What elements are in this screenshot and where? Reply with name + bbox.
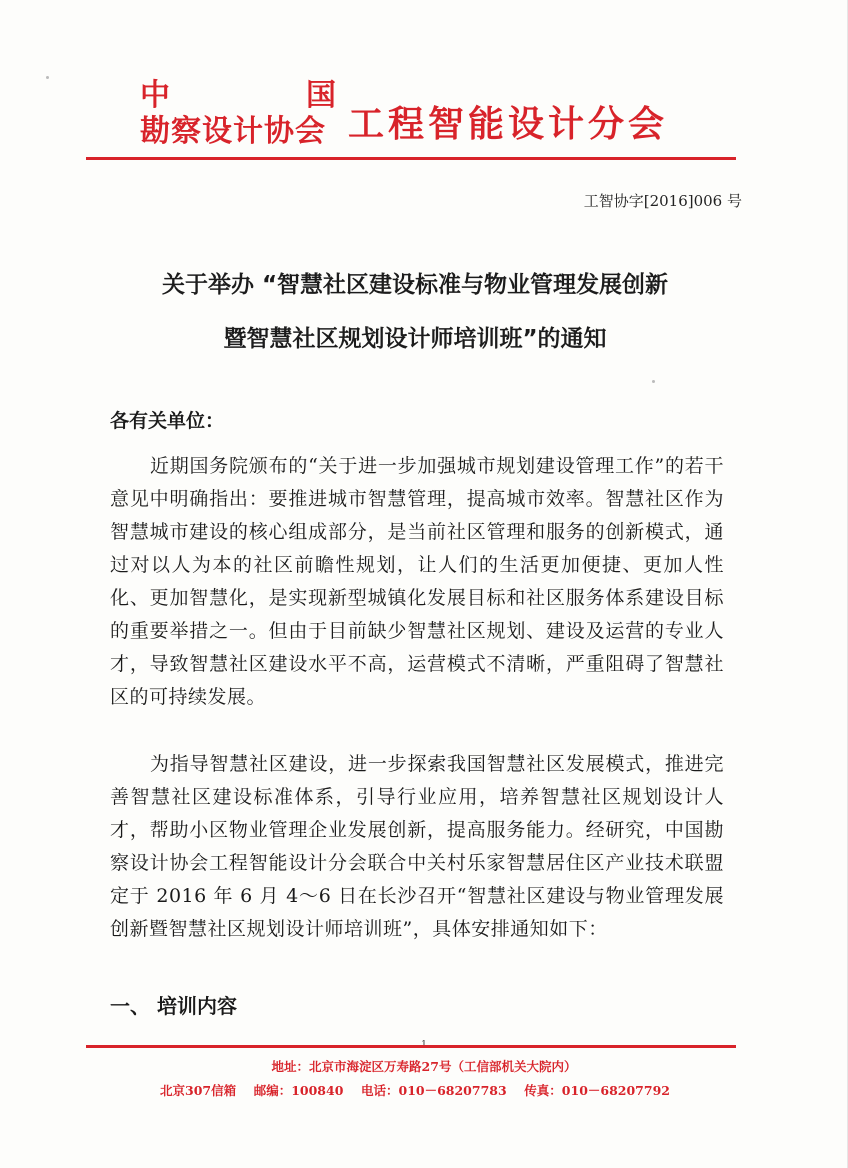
footer-phone: 电话：010－68207783	[361, 1083, 507, 1098]
document-title-line1: 关于举办 “智慧社区建设标准与物业管理发展创新	[161, 272, 669, 298]
section-heading-training-content: 一、 培训内容	[110, 994, 237, 1018]
letterhead-org-name	[140, 78, 336, 150]
scan-speck	[46, 76, 49, 79]
footer-red-rule	[86, 1045, 736, 1048]
letterhead-org-line2: 勘察设计协会	[140, 114, 326, 149]
footer-mailbox: 北京307信箱	[160, 1083, 237, 1098]
document-title	[90, 258, 740, 366]
body-paragraph-2: 为指导智慧社区建设，进一步探索我国智慧社区发展模式，推进完善智慧社区建设标准体系，引导行业应用，培养智慧社区规划设计人才，帮助小区物业管理企业发展创新，提高服务能力。经研究，中国勘察设计协会工程智能设计分会联合中关村乐家智慧居住区产业技术联盟定于 2016 年 6 月 4～6 日在长沙召开“智慧社区建设与物业管理发展创新暨智慧社区规划设计师培训班”，具体安排通知如下：	[110, 753, 724, 940]
letterhead-char-guo: 国	[306, 78, 336, 113]
letterhead-char-zhong: 中	[140, 78, 170, 113]
salutation: 各有关单位：	[110, 410, 225, 432]
scan-speck	[652, 380, 655, 383]
document-number: 工智协字[2016]006 号	[583, 192, 742, 210]
footer-contacts	[160, 1081, 670, 1099]
body-paragraph-1: 近期国务院颁布的“关于进一步加强城市规划建设管理工作”的若干意见中明确指出：要推进城市智慧管理，提高城市效率。智慧社区作为智慧城市建设的核心组成部分，是当前社区管理和服务的创新模式，通过对以人为本的社区前瞻性规划，让人们的生活更加便捷、更加人性化、更加智慧化，是实现新型城镇化发展目标和社区服务体系建设目标的重要举措之一。但由于目前缺少智慧社区规划、建设及运营的专业人才，导致智慧社区建设水平不高，运营模式不清晰，严重阻碍了智慧社区的可持续发展。	[110, 455, 724, 708]
letterhead-org-line1	[140, 78, 336, 114]
footer-fax: 传真：010－68207792	[524, 1083, 670, 1098]
footer-address: 地址：北京市海淀区万寿路27号（工信部机关大院内）	[271, 1059, 577, 1074]
document-title-line2: 暨智慧社区规划设计师培训班”的通知	[223, 326, 607, 352]
footer-postcode: 邮编：100840	[253, 1083, 344, 1098]
letterhead-branch-name: 工程智能设计分会	[348, 104, 669, 145]
letterhead-red-rule	[86, 157, 736, 160]
